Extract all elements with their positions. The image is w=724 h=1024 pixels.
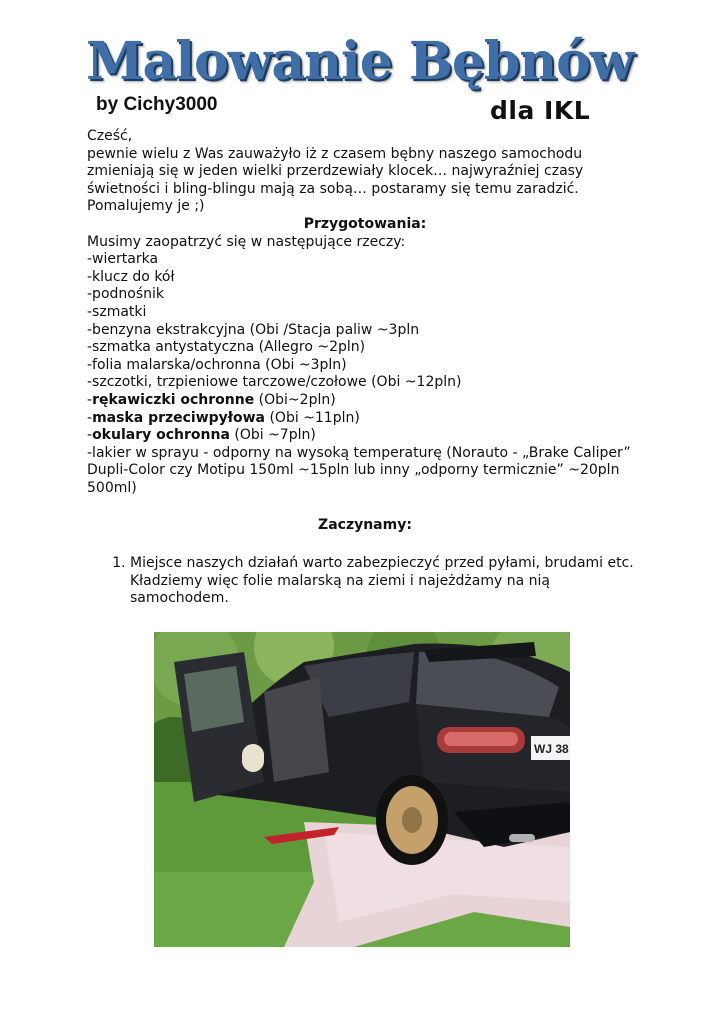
supplies-lead: Musimy zaopatrzyć się w następujące rzeczy:	[87, 233, 406, 250]
intro-paragraph: pewnie wielu z Was zauważyło iż z czasem bębny naszego samochodu zmieniają się w jeden wielki przerdzewiały klocek… najwyraźniej czasy świetności i bling-blingu mają za sobą… postaramy się temu zaradzić. Pomalujemy je ;)	[87, 145, 584, 215]
article-body	[87, 128, 643, 608]
supplies-list	[87, 251, 643, 497]
list-item-bold: okulary ochronna	[92, 427, 230, 444]
list-item-bold: maska przeciwpyłowa	[92, 409, 266, 426]
list-item: -klucz do kół	[87, 268, 175, 285]
list-item: -szmatka antystatyczna (Allegro ~2pln)	[87, 339, 366, 356]
list-item: -benzyna ekstrakcyjna (Obi /Stacja paliw ~3pln	[87, 321, 420, 338]
list-item-goggles	[87, 427, 643, 445]
start-heading: Zaczynamy:	[318, 517, 412, 534]
list-item-rest: (Obi ~11pln)	[265, 409, 360, 426]
author-byline: by Cichy3000	[96, 94, 218, 115]
forum-dedication: dla IKL	[490, 96, 591, 125]
list-item-prefix: -	[87, 391, 93, 408]
preparation-heading: Przygotowania:	[303, 215, 427, 232]
list-item-spray: -lakier w sprayu - odporny na wysoką temperaturę (Norauto - „Brake Caliper” Dupli-Color czy Motipu 150ml ~15pln lub inny „odporny termicznie” ~20pln 500ml)	[87, 444, 631, 496]
list-item: -podnośnik	[87, 286, 164, 303]
list-item-rest: (Obi ~7pln)	[229, 427, 316, 444]
list-item-prefix: -	[87, 427, 93, 444]
step-item: 1. Miejsce naszych działań warto zabezpieczyć przed pyłami, brudami etc. Kładziemy więc folie malarską na ziemi i najeżdżamy na nią samochodem.	[130, 555, 643, 608]
license-plate: WJ 38	[534, 742, 569, 756]
list-item-mask	[87, 410, 643, 428]
list-item: -wiertarka	[87, 251, 159, 268]
list-item-prefix: -	[87, 409, 93, 426]
steps-list	[87, 555, 643, 608]
list-item: -szczotki, trzpieniowe tarczowe/czołowe (Obi ~12pln)	[87, 374, 462, 391]
greeting: Cześć,	[87, 128, 133, 144]
document-title: Malowanie Bębnów	[86, 31, 634, 92]
car-photo	[154, 632, 570, 947]
list-item-rest: (Obi~2pln)	[254, 391, 336, 408]
list-item: -folia malarska/ochronna (Obi ~3pln)	[87, 356, 347, 373]
list-item-gloves	[87, 392, 643, 410]
list-item-bold: rękawiczki ochronne	[92, 391, 255, 408]
list-item: -szmatki	[87, 303, 147, 320]
